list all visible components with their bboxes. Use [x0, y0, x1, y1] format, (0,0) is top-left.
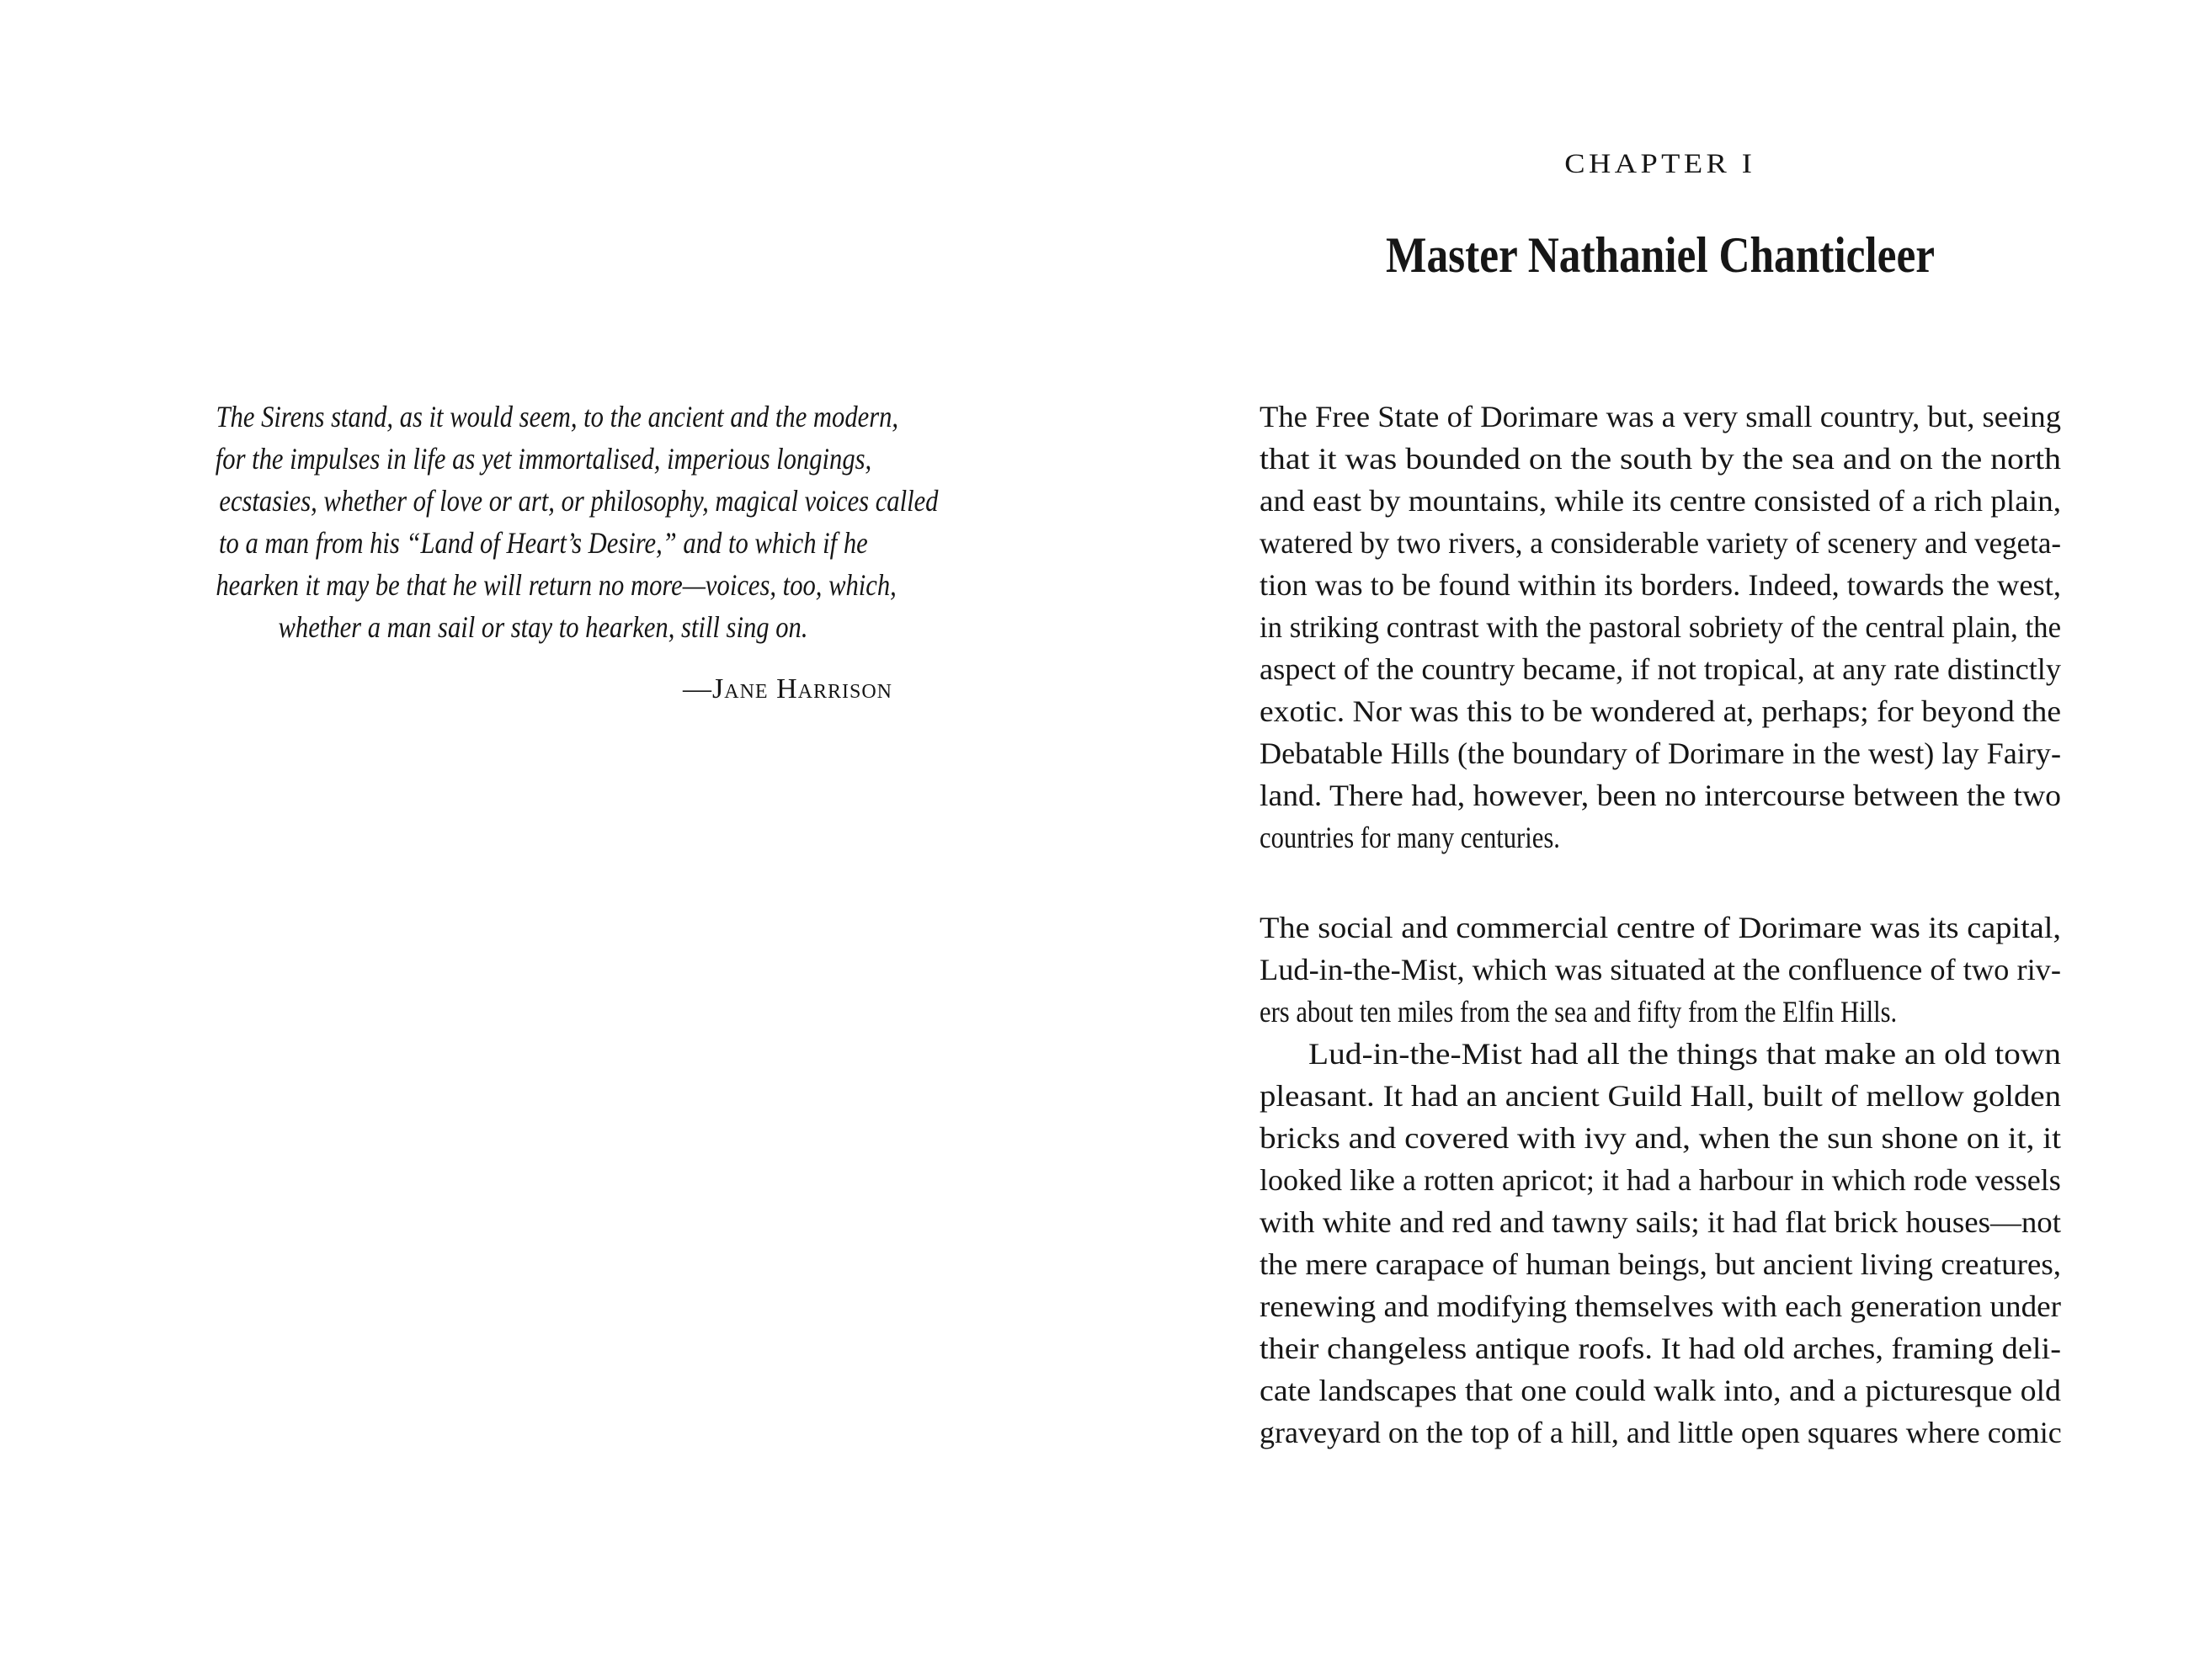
- body-line: [1260, 396, 2061, 438]
- body-line: [1260, 480, 2061, 522]
- chapter-title-text: Master Nathaniel Chanticleer: [1385, 227, 1935, 283]
- body-line: [1260, 1117, 2061, 1159]
- body-line-text: with white and red and tawny sails; it had flat brick houses—not: [1260, 1205, 2061, 1239]
- body-line: [1260, 1201, 2061, 1243]
- body-line: [1260, 564, 2061, 606]
- body-line-text: looked like a rotten apricot; it had a harbour in which rode vessels: [1260, 1163, 2061, 1197]
- body-line-text: and east by mountains, while its centre consisted of a rich plain,: [1260, 484, 2061, 518]
- body-line-text: Lud-in-the-Mist, which was situated at the confluence of two riv-: [1260, 953, 2061, 986]
- body-line-text: watered by two rivers, a considerable variety of scenery and vegeta-: [1260, 526, 2061, 560]
- body-line: [1260, 1033, 2061, 1075]
- body-line-text: tion was to be found within its borders. Indeed, towards the west,: [1260, 568, 2061, 602]
- body-line-text: in striking contrast with the pastoral sobriety of the central plain, the: [1260, 610, 2061, 644]
- body-line-text: ers about ten miles from the sea and fifty from the Elfin Hills.: [1260, 995, 1898, 1029]
- body-line: [1260, 1285, 2061, 1327]
- epigraph-block: [156, 396, 939, 710]
- body-line-text: the mere carapace of human beings, but ancient living creatures,: [1260, 1247, 2061, 1281]
- epigraph-line: [156, 480, 939, 522]
- body-line-text: bricks and covered with ivy and, when the sun shone on it, it: [1260, 1121, 2061, 1155]
- epigraph-line: [156, 606, 930, 648]
- epigraph-line-text: ecstasies, whether of love or art, or philosophy, magical voices called: [219, 484, 939, 518]
- body-line: [1260, 1369, 2061, 1412]
- body-line: [1260, 949, 2061, 991]
- body-line-text: that it was bounded on the south by the sea and on the north: [1260, 442, 2061, 476]
- body-line-text: The social and commercial centre of Dorimare was its capital,: [1260, 911, 2061, 944]
- body-line-text: renewing and modifying themselves with each generation under: [1260, 1289, 2061, 1323]
- epigraph-line: [156, 564, 930, 606]
- body-line-text: Lud-in-the-Mist had all the things that make an old town: [1308, 1037, 2061, 1071]
- paragraph-2: [1260, 906, 2061, 1033]
- paragraph-3: [1260, 1033, 2061, 1454]
- paragraph-1: [1260, 396, 2061, 859]
- chapter-label: [1260, 143, 2061, 185]
- body-line-text: countries for many centuries.: [1260, 821, 1560, 854]
- body-line-text: cate landscapes that one could walk into, and a picturesque old: [1260, 1374, 2061, 1407]
- epigraph-line-text: to a man from his “Land of Heart’s Desire,” and to which if he: [218, 526, 868, 560]
- body-line-text: land. There had, however, been no intercourse between the two: [1260, 779, 2061, 812]
- body-line: [1260, 906, 2061, 949]
- body-line: [1260, 438, 2061, 480]
- body-line: [1260, 1159, 2061, 1201]
- body-line: [1260, 606, 2061, 648]
- epigraph-line-text: for the impulses in life as yet immortalised, imperious longings,: [215, 442, 871, 476]
- epigraph-attribution: [156, 668, 930, 710]
- epigraph-line-text: hearken it may be that he will return no more—voices, too, which,: [216, 568, 897, 602]
- body-line: [1260, 1327, 2061, 1369]
- chapter-label-text: CHAPTER I: [1564, 149, 1756, 179]
- body-line-text: The Free State of Dorimare was a very small country, but, seeing: [1260, 400, 2061, 433]
- body-line: [1260, 522, 2061, 564]
- body-line: [1260, 1075, 2061, 1117]
- body-line: [1260, 1243, 2061, 1285]
- body-line-text: exotic. Nor was this to be wondered at, perhaps; for beyond the: [1260, 694, 2061, 728]
- epigraph-line: [156, 522, 930, 564]
- body-line: [1260, 732, 2061, 774]
- body-line: [1260, 648, 2061, 690]
- epigraph-line: [156, 438, 930, 480]
- body-line-text: pleasant. It had an ancient Guild Hall, built of mellow golden: [1260, 1079, 2061, 1113]
- body-line-text: aspect of the country became, if not tropical, at any rate distinctly: [1260, 652, 2061, 686]
- epigraph-line: [156, 396, 930, 438]
- body-line: [1260, 1412, 2061, 1454]
- body-text-column: [1260, 396, 2061, 1454]
- epigraph-attribution-text: —Jane Harrison: [683, 673, 892, 704]
- chapter-title: [1260, 226, 2061, 284]
- body-line: [1260, 991, 2061, 1033]
- body-line-text: graveyard on the top of a hill, and little open squares where comic: [1260, 1416, 2062, 1449]
- epigraph-line-text: whether a man sail or stay to hearken, still sing on.: [278, 610, 808, 644]
- body-line: [1260, 774, 2061, 816]
- body-line: [1260, 690, 2061, 732]
- body-line-text: Debatable Hills (the boundary of Dorimare in the west) lay Fairy-: [1260, 736, 2061, 770]
- epigraph-line-text: The Sirens stand, as it would seem, to the ancient and the modern,: [216, 400, 899, 433]
- body-line-text: their changeless antique roofs. It had old arches, framing deli-: [1260, 1332, 2061, 1365]
- body-line: [1260, 816, 2061, 859]
